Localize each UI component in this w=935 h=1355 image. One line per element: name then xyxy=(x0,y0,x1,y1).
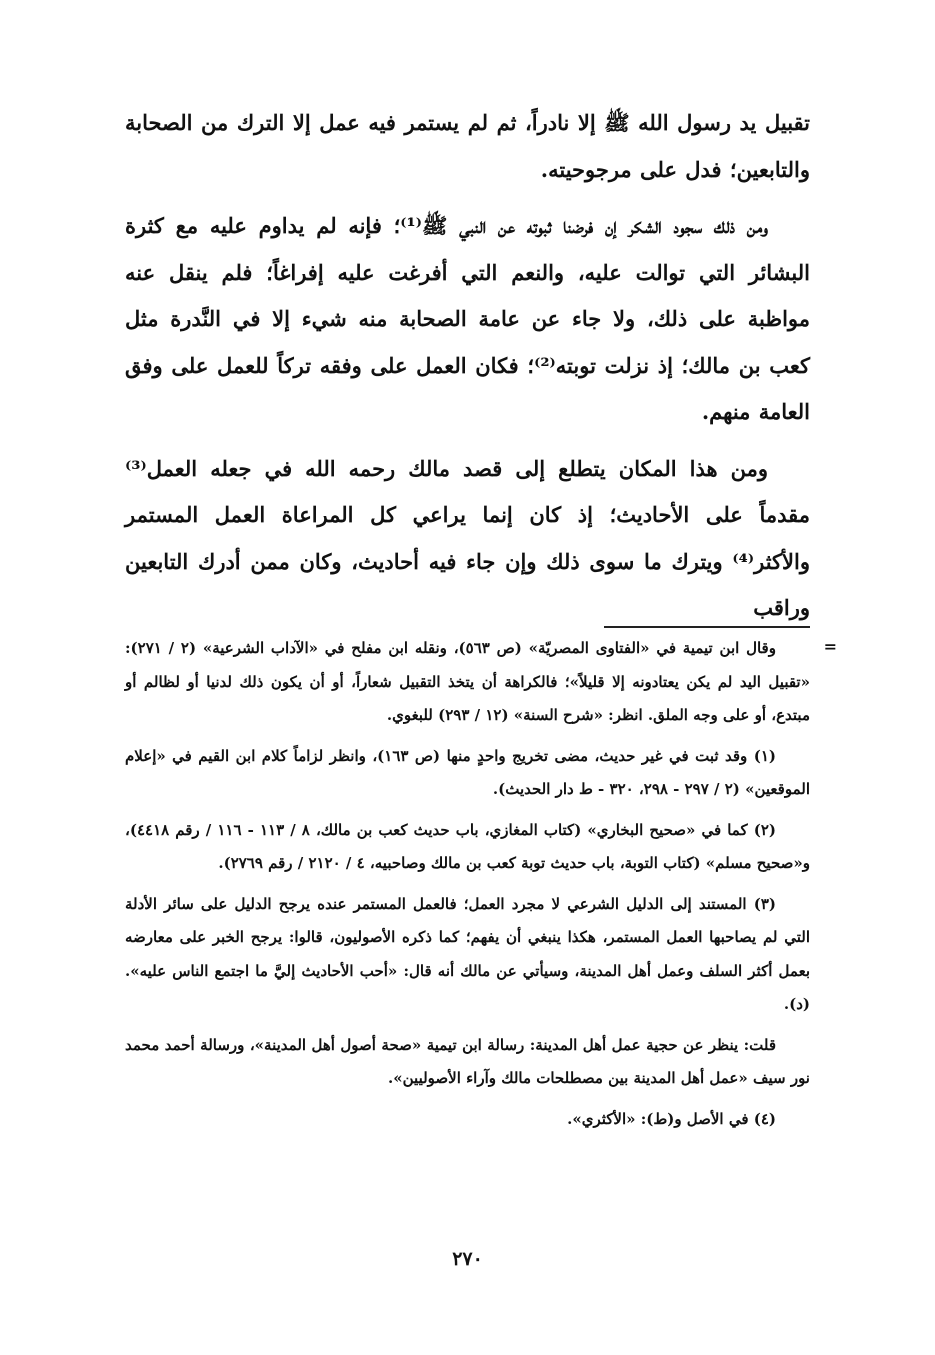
footnote-separator xyxy=(604,626,810,628)
body-paragraph-1: تقبيل يد رسول الله ﷺ إلا نادراً، ثم لم يستمر فيه عمل إلا الترك من الصحابة والتابعين؛ فدل على مرجوحيته. xyxy=(125,110,810,182)
footnote-3-note: قلت: ينظر عن حجية عمل أهل المدينة: رسالة ابن تيمية «صحة أصول أهل المدينة»، ورسالة أحمد محمد نور سيف «عمل أهل المدينة بين مصطلحات مالك وآراء الأصوليين». xyxy=(125,1035,810,1087)
footnote-3: (٣) المستند إلى الدليل الشرعي لا مجرد العمل؛ فالعمل المستمر عنده يرجح الدليل على سائر الأدلة التي لم يصاحبها العمل المستمر، هكذا ينبغي أن يفهم؛ كما ذكره الأصوليون، قالوا: يرجح الخبر على معارضه بعمل أكثر السلف وعمل أهل المدينة، وسيأتي عن مالك أنه قال: «أحب الأحاديث إليَّ ما اجتمع الناس عليه». (د). xyxy=(125,894,810,1013)
footnote-2: (٢) كما في «صحيح البخاري» (كتاب المغازي، باب حديث كعب بن مالك، ٨ / ١١٣ - ١١٦ / رقم ٤٤١٨)، و«صحيح مسلم» (كتاب التوبة، باب حديث توبة كعب بن مالك وصاحبيه، ٤ / ٢١٢٠ / رقم ٢٧٦٩). xyxy=(125,820,810,872)
body-paragraph-3: ومن هذا المكان يتطلع إلى قصد مالك رحمه الله في جعله العمل⁽³⁾ مقدماً على الأحاديث؛ إذ كان إنما يراعي كل المراعاة العمل المستمر والأكثر⁽⁴⁾ ويترك ما سوى ذلك وإن جاء فيه أحاديث، وكان ممن أدرك التابعين وراقب xyxy=(125,455,810,620)
footnotes xyxy=(125,632,810,1143)
footnote-continuation-mark: = xyxy=(823,637,837,656)
footnote-continued: وقال ابن تيمية في «الفتاوى المصريّة» (ص ٥٦٣)، ونقله ابن مفلح في «الآداب الشرعية» (٢ / ٢٧١): «تقبيل اليد لم يكن يعتادونه إلا قليلاً»؛ فالكراهة أن يتخذ التقبيل شعاراً، أو أن يكون ذلك لدنيا أو لظالم أو مبتدع، أو على وجه الملق. انظر: «شرح السنة» (١٢ / ٢٩٣) للبغوي. xyxy=(125,639,810,724)
footnote-4: (٤) في الأصل و(ط): «الأكثري». xyxy=(567,1109,776,1128)
page-number: ٢٧٠ xyxy=(452,1248,483,1270)
footnote-1: (١) وقد ثبت في غير حديث، مضى تخريج واحدٍ منها (ص ١٦٣)، وانظر لزاماً كلام ابن القيم في «إعلام الموقعين» (٢ / ٢٩٧ - ٢٩٨، ٣٢٠ - ط دار الحديث). xyxy=(125,746,810,798)
main-text xyxy=(125,100,810,642)
body-paragraph-2: ومن ذلك سجود الشكر إن فرضنا ثبوته عن النبي ﷺ⁽¹⁾؛ فإنه لم يداوم عليه مع كثرة البشائر التي توالت عليه، والنعم التي أفرغت عليه إفراغاً؛ فلم ينقل عنه مواظبة على ذلك، ولا جاء عن عامة الصحابة منه شيء إلا في النَّدرة مثل كعب بن مالك؛ إذ نزلت توبته⁽²⁾؛ فكان العمل على وفقه تركاً للعمل على وفق العامة منهم. xyxy=(125,213,810,424)
